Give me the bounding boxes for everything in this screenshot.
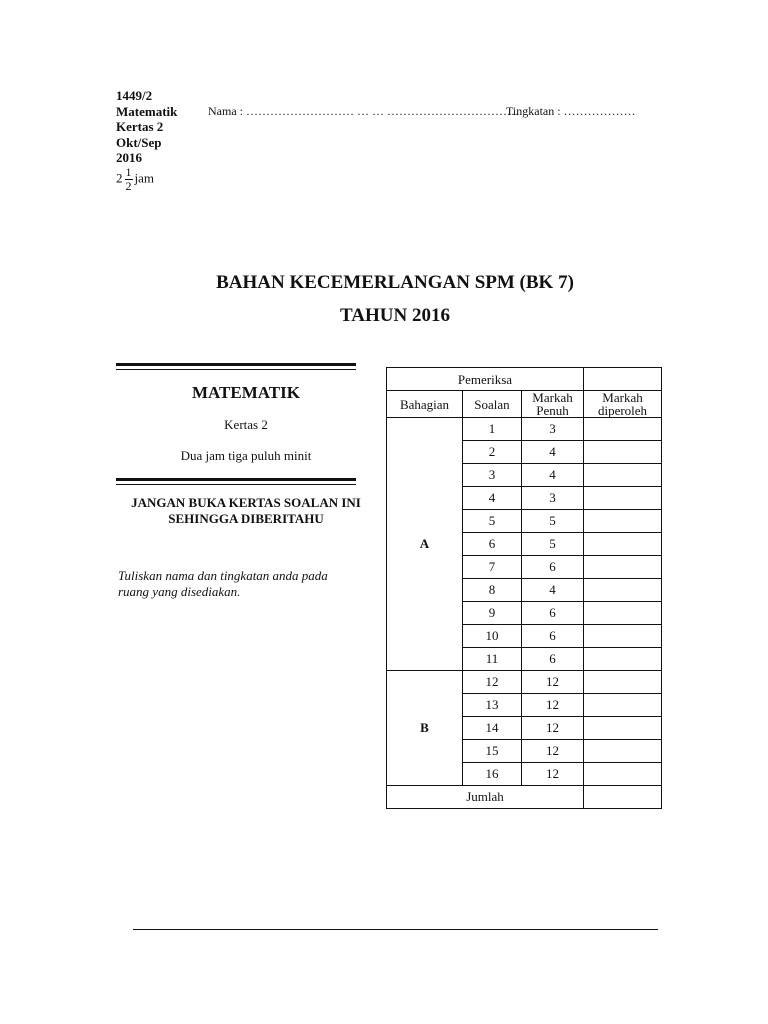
cover-duration: Dua jam tiga puluh minit [180, 448, 312, 463]
full-marks: 6 [522, 602, 584, 625]
full-marks: 3 [522, 418, 584, 441]
obtained-marks-cell[interactable] [584, 763, 662, 786]
full-marks: 4 [522, 579, 584, 602]
full-marks: 6 [522, 625, 584, 648]
instruction-line-1: Tuliskan nama dan tingkatan anda pada [118, 568, 328, 583]
obtained-marks-cell[interactable] [584, 625, 662, 648]
full-marks: 12 [522, 694, 584, 717]
full-marks: 12 [522, 717, 584, 740]
duration-fraction [125, 166, 133, 193]
full-marks: 12 [522, 740, 584, 763]
total-obtained-cell[interactable] [584, 786, 662, 809]
total-label: Jumlah [387, 786, 584, 809]
question-number: 14 [463, 717, 522, 740]
question-number: 1 [463, 418, 522, 441]
warning-line-2: SEHINGGA DIBERITAHU [168, 511, 324, 526]
cover-subject: MATEMATIK [192, 383, 300, 402]
question-number: 10 [463, 625, 522, 648]
full-marks: 5 [522, 510, 584, 533]
table-row [387, 418, 662, 441]
col-obtained-marks-header [584, 391, 662, 418]
question-number: 13 [463, 694, 522, 717]
examiner-row [387, 368, 662, 391]
name-field[interactable]: Nama : ……………………… … … …………………………… [208, 104, 519, 118]
col-question-header: Soalan [463, 391, 522, 418]
document-title: BAHAN KECEMERLANGAN SPM (BK 7) [216, 272, 574, 293]
paper-month: Okt/Sep [116, 134, 162, 150]
question-number: 8 [463, 579, 522, 602]
question-number: 6 [463, 533, 522, 556]
duration-unit: jam [134, 170, 154, 186]
obtained-marks-cell[interactable] [584, 740, 662, 763]
examiner-label: Pemeriksa [387, 368, 584, 391]
obtained-marks-cell[interactable] [584, 556, 662, 579]
paper-number: Kertas 2 [116, 119, 164, 134]
col-section-header: Bahagian [387, 391, 463, 418]
col-obtained-line-1: Markah [602, 390, 643, 405]
question-number: 12 [463, 671, 522, 694]
obtained-marks-cell[interactable] [584, 441, 662, 464]
obtained-marks-cell[interactable] [584, 464, 662, 487]
duration-whole: 2 [116, 170, 123, 186]
obtained-marks-cell[interactable] [584, 533, 662, 556]
full-marks: 5 [522, 533, 584, 556]
question-number: 3 [463, 464, 522, 487]
col-full-line-1: Markah [532, 390, 573, 405]
full-marks: 12 [522, 763, 584, 786]
paper-duration [116, 166, 154, 193]
table-row [387, 671, 662, 694]
full-marks: 6 [522, 556, 584, 579]
double-rule-top [116, 363, 356, 370]
examiner-cell[interactable] [584, 368, 662, 391]
question-number: 2 [463, 441, 522, 464]
col-full-marks-header [522, 391, 584, 418]
obtained-marks-cell[interactable] [584, 694, 662, 717]
obtained-marks-cell[interactable] [584, 602, 662, 625]
form-field[interactable]: Tingkatan : ……………… [506, 104, 636, 118]
col-obtained-line-2: diperoleh [597, 403, 648, 418]
duration-numerator: 1 [125, 165, 132, 179]
obtained-marks-cell[interactable] [584, 648, 662, 671]
question-number: 15 [463, 740, 522, 763]
warning-line-1: JANGAN BUKA KERTAS SOALAN INI [131, 495, 361, 510]
paper-header-info [116, 88, 177, 166]
col-full-line-2: Penuh [536, 403, 569, 418]
full-marks: 3 [522, 487, 584, 510]
question-number: 4 [463, 487, 522, 510]
obtained-marks-cell[interactable] [584, 510, 662, 533]
obtained-marks-cell[interactable] [584, 418, 662, 441]
document-year-title: TAHUN 2016 [340, 305, 450, 326]
table-header-row [387, 391, 662, 418]
full-marks: 4 [522, 441, 584, 464]
question-number: 11 [463, 648, 522, 671]
paper-subject: Matematik [116, 103, 178, 119]
question-number: 16 [463, 763, 522, 786]
double-rule-bottom [116, 478, 356, 485]
obtained-marks-cell[interactable] [584, 717, 662, 740]
full-marks: 6 [522, 648, 584, 671]
section-a-cell: A [387, 418, 463, 671]
footer-rule [133, 929, 658, 930]
obtained-marks-cell[interactable] [584, 671, 662, 694]
question-number: 7 [463, 556, 522, 579]
cover-paper: Kertas 2 [224, 417, 268, 432]
instruction-text [118, 568, 378, 600]
marks-table [386, 367, 662, 809]
full-marks: 12 [522, 671, 584, 694]
obtained-marks-cell[interactable] [584, 579, 662, 602]
warning-text [116, 495, 376, 527]
question-number: 5 [463, 510, 522, 533]
paper-code: 1449/2 [116, 88, 153, 103]
full-marks: 4 [522, 464, 584, 487]
section-b-cell: B [387, 671, 463, 786]
question-number: 9 [463, 602, 522, 625]
paper-year: 2016 [116, 150, 142, 165]
obtained-marks-cell[interactable] [584, 487, 662, 510]
duration-denominator: 2 [125, 179, 132, 193]
total-row [387, 786, 662, 809]
instruction-line-2: ruang yang disediakan. [118, 584, 241, 599]
